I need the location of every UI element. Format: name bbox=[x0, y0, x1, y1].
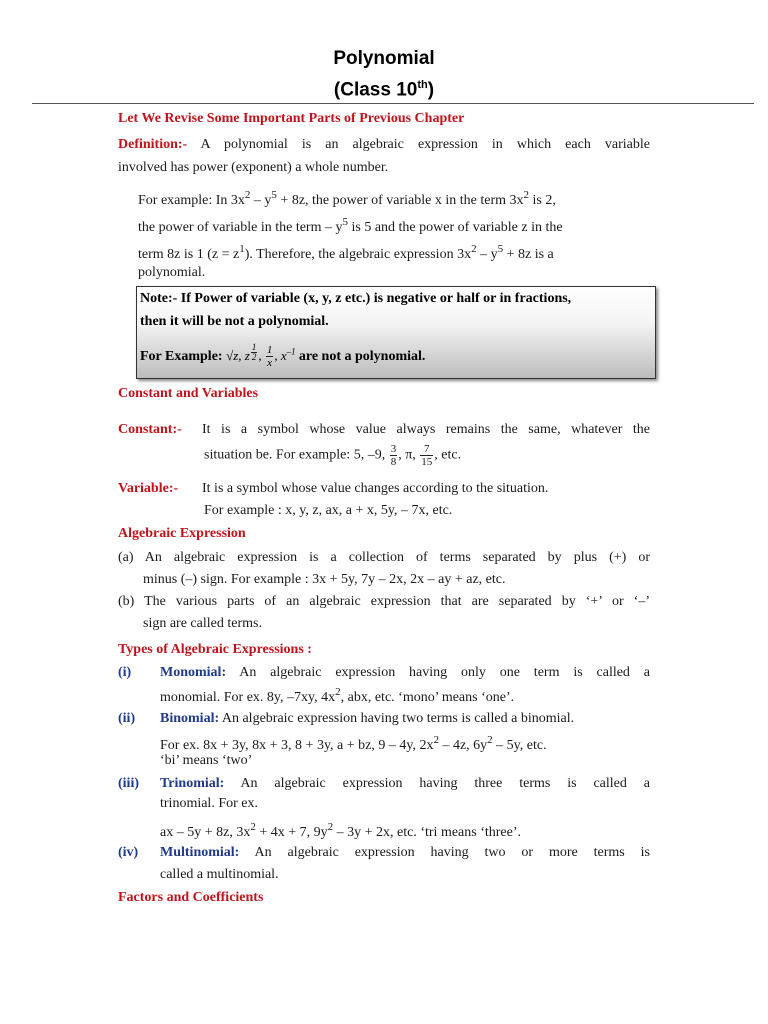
tri-l3b: + 4x + 7, 9y bbox=[255, 825, 328, 840]
type-binomial-line-1 bbox=[160, 711, 574, 727]
note-box bbox=[136, 286, 656, 379]
math-one-over-x-den: x bbox=[267, 357, 273, 370]
math-x-inv: x bbox=[280, 347, 287, 363]
page-subtitle bbox=[0, 79, 768, 101]
variable-label: Variable:- bbox=[118, 481, 179, 496]
variable-line-2: For example : x, y, z, ax, a + x, 5y, – 7x, etc. bbox=[204, 503, 453, 518]
ex-exp-2b: 2 bbox=[523, 189, 530, 201]
type-trinomial-name: Trinomial: bbox=[160, 776, 225, 791]
algebraic-a-line-1: (a) An algebraic expression is a collection of terms separated by plus (+) or bbox=[118, 550, 650, 565]
example-line-3 bbox=[138, 243, 554, 263]
type-num-ii: (ii) bbox=[118, 711, 136, 726]
algebraic-a-line-2: minus (–) sign. For example : 3x + 5y, 7y – 2x, 2x – ay + az, etc. bbox=[143, 572, 506, 587]
example-line-2 bbox=[138, 216, 563, 236]
ex-l2b: is 5 and the power of variable z in the bbox=[347, 220, 563, 235]
ex-exp-5b: 5 bbox=[342, 216, 348, 228]
type-monomial-text: An algebraic expression having only one term is called a bbox=[239, 665, 650, 680]
definition-text-1: A polynomial is an algebraic expression in which each variable bbox=[200, 137, 650, 152]
subtitle-prefix: (Class 10 bbox=[333, 79, 418, 101]
note-example-label: For Example: bbox=[140, 348, 223, 364]
math-neg-one: –1 bbox=[286, 346, 296, 357]
frac-7-15-num: 7 bbox=[420, 443, 433, 456]
type-binomial-line-2 bbox=[160, 734, 547, 754]
bi-l2c: – 5y, etc. bbox=[492, 738, 547, 753]
type-num-iv: (iv) bbox=[118, 845, 139, 860]
ex-exp-2: 2 bbox=[244, 189, 251, 201]
note-example bbox=[140, 343, 425, 369]
ex-l1a: For example: In 3x bbox=[138, 193, 245, 208]
type-binomial-name: Binomial: bbox=[160, 711, 220, 726]
ex-exp-5: 5 bbox=[271, 189, 277, 201]
bi-l2b: – 4z, 6y bbox=[438, 738, 488, 753]
ex-l1c: + 8z, the power of variable x in the term 3x bbox=[276, 193, 524, 208]
math-one-over-x-num: 1 bbox=[266, 344, 273, 357]
math-half-den: 2 bbox=[251, 352, 257, 362]
type-trinomial-text: An algebraic expression having three terms is called a bbox=[240, 776, 650, 791]
ex-exp-1: 1 bbox=[239, 243, 245, 255]
subtitle-sup: th bbox=[417, 79, 428, 91]
example-line-4: polynomial. bbox=[138, 265, 206, 280]
frac-3-8-num: 3 bbox=[390, 443, 397, 455]
ex-l1d: is 2, bbox=[529, 193, 556, 208]
ex-l3b: ). Therefore, the algebraic expression 3x bbox=[244, 247, 472, 262]
constant-tail: , etc. bbox=[434, 447, 462, 463]
bi-sup: 2 bbox=[433, 734, 439, 746]
tri-sup2: 2 bbox=[327, 821, 334, 833]
math-sqrt-z: √z bbox=[226, 347, 239, 363]
constant-label: Constant:- bbox=[118, 422, 182, 437]
type-monomial-line-2 bbox=[160, 686, 514, 706]
type-trinomial-line-3 bbox=[160, 821, 521, 841]
mono-sup: 2 bbox=[335, 686, 341, 698]
note-line-1: Note:- If Power of variable (x, y, z etc.) is negative or half or in fractions, bbox=[140, 291, 572, 306]
constant-line-2 bbox=[204, 443, 461, 468]
ex-l1b: – y bbox=[250, 193, 272, 208]
type-multinomial-name: Multinomial: bbox=[160, 845, 240, 860]
type-binomial-line-3: ‘bi’ means ‘two’ bbox=[160, 753, 253, 768]
tri-sup: 2 bbox=[250, 821, 256, 833]
ex-l2a: the power of variable in the term – y bbox=[138, 220, 343, 235]
frac-7-15-den: 15 bbox=[421, 456, 433, 468]
type-multinomial-line-2: called a multinomial. bbox=[160, 867, 279, 882]
ex-l3d: + 8z is a bbox=[503, 247, 554, 262]
bi-sup2: 2 bbox=[487, 734, 493, 746]
math-z-half: z bbox=[244, 347, 250, 363]
type-num-iii: (iii) bbox=[118, 776, 139, 791]
ex-exp-2c: 2 bbox=[471, 243, 477, 255]
type-trinomial-line-2: trinomial. For ex. bbox=[160, 796, 258, 811]
title-divider bbox=[32, 103, 754, 104]
constant-line-1: It is a symbol whose value always remains the same, whatever the bbox=[202, 422, 650, 437]
type-multinomial-text: An algebraic expression having two or more terms is bbox=[254, 845, 650, 860]
note-tail: are not a polynomial. bbox=[298, 348, 426, 364]
algebraic-b-line-1: (b) The various parts of an algebraic expression that are separated by ‘+’ or ‘–’ bbox=[118, 594, 650, 609]
bi-l2a: For ex. 8x + 3y, 8x + 3, 8 + 3y, a + bz, 9 – 4y, 2x bbox=[160, 738, 434, 753]
types-heading: Types of Algebraic Expressions : bbox=[118, 642, 312, 657]
frac-3-8-den: 8 bbox=[390, 456, 397, 468]
type-monomial-name: Monomial: bbox=[160, 665, 227, 680]
constant-pi: , π, bbox=[398, 447, 416, 463]
mono-l2b: , abx, etc. ‘mono’ means ‘one’. bbox=[340, 690, 515, 705]
tri-l3a: ax – 5y + 8z, 3x bbox=[160, 825, 251, 840]
example-line-1 bbox=[138, 189, 556, 209]
definition-line-1 bbox=[118, 137, 650, 153]
definition-line-2: involved has power (exponent) a whole number. bbox=[118, 160, 389, 175]
constants-heading: Constant and Variables bbox=[118, 386, 259, 401]
type-binomial-text: An algebraic expression having two terms is called a binomial. bbox=[221, 711, 575, 726]
factors-heading: Factors and Coefficients bbox=[118, 890, 264, 905]
mono-l2a: monomial. For ex. 8y, –7xy, 4x bbox=[160, 690, 336, 705]
revise-heading: Let We Revise Some Important Parts of Previous Chapter bbox=[118, 111, 465, 126]
definition-label: Definition:- bbox=[118, 137, 188, 152]
type-trinomial-line-1 bbox=[160, 776, 650, 792]
type-num-i: (i) bbox=[118, 665, 132, 680]
variable-line-1: It is a symbol whose value changes according to the situation. bbox=[202, 481, 549, 496]
page-title: Polynomial bbox=[333, 48, 435, 69]
algebraic-b-line-2: sign are called terms. bbox=[143, 616, 262, 631]
type-monomial-line-1 bbox=[160, 665, 650, 681]
tri-l3c: – 3y + 2x, etc. ‘tri means ‘three’. bbox=[333, 825, 522, 840]
subtitle-suffix: ) bbox=[427, 79, 435, 101]
type-multinomial-line-1 bbox=[160, 845, 650, 861]
constant-text: situation be. For example: 5, –9, bbox=[204, 447, 386, 463]
note-line-2: then it will be not a polynomial. bbox=[140, 314, 329, 329]
ex-l3a: term 8z is 1 (z = z bbox=[138, 247, 240, 262]
ex-exp-5c: 5 bbox=[497, 243, 504, 255]
ex-l3c: – y bbox=[476, 247, 498, 262]
algebraic-heading: Algebraic Expression bbox=[118, 526, 246, 541]
note-math: √z, z $^{\frac{1}{2}}$ , $\frac{1}{x}$ , $x^{-1}$ bbox=[226, 342, 296, 370]
math-half-num: 1 bbox=[251, 342, 257, 352]
